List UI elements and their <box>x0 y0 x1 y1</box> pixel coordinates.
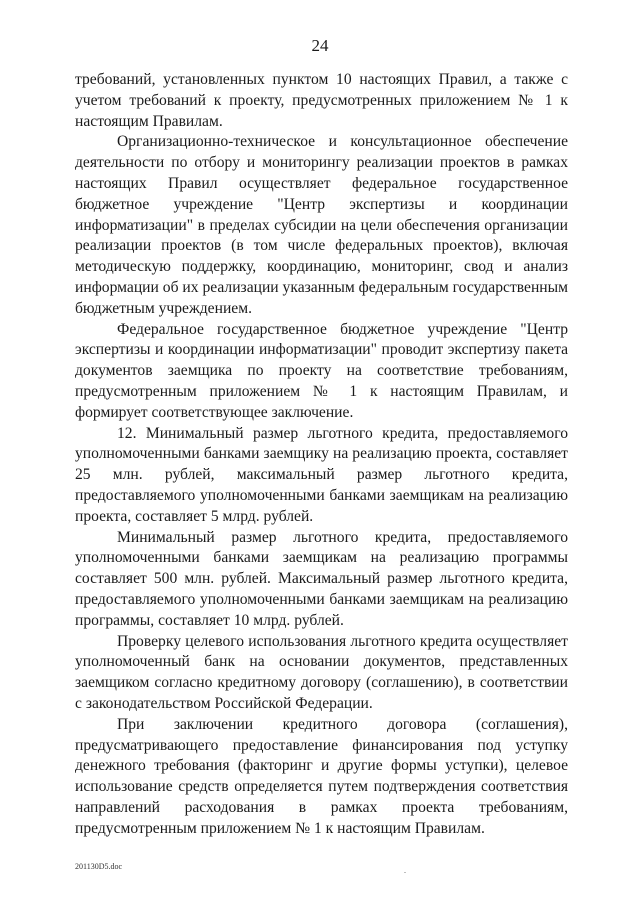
paragraph-program-limits: Минимальный размер льготного кредита, предоставляемого уполномоченными банками заемщикам на реализацию программы составляет 500 млн. рублей. Максимальный размер льготного кредита, предоставляемого уполномоченными банками заемщикам на реализацию программы, составляет 10 млрд. рублей. <box>75 528 568 629</box>
document-body <box>75 70 568 839</box>
paragraph-clause-12-project-limits: 12. Минимальный размер льготного кредита, предоставляемого уполномоченными банками заемщику на реализацию проекта, составляет 25 млн. рублей, максимальный размер льготного кредита, предоставляемого уполномоченными банками заемщикам на реализацию проекта, составляет 5 млрд. рублей. <box>75 424 568 525</box>
paragraph-organizational-support: Организационно-техническое и консультационное обеспечение деятельности по отбору и мониторингу реализации проектов в рамках настоящих Правил осуществляет федеральное государственное бюджетное учреждение "Центр экспертизы и координации информатизации" в пределах субсидии на цели обеспечения организации реализации проектов (в том числе федеральных проектов), включая методическую поддержку, координацию, мониторинг, свод и анализ информации об их реализации указанным федеральным государственным бюджетным учреждением. <box>75 133 568 317</box>
footer-mark: . <box>404 866 406 875</box>
footer-file-code: 201130D5.doc <box>75 862 123 871</box>
paragraph-expert-review: Федеральное государственное бюджетное учреждение "Центр экспертизы и координации информатизации" проводит экспертизу пакета документов заемщика по проекту на соответствие требованиям, предусмотренным приложением № 1 к настоящим Правилам, и формирует соответствующее заключение. <box>75 320 568 421</box>
page-number: 24 <box>311 36 329 55</box>
paragraph-target-use-check: Проверку целевого использования льготного кредита осуществляет уполномоченный банк на основании документов, представленных заемщиком согласно кредитному договору (соглашению), в соответствии с законодательством Российской Федерации. <box>75 632 568 712</box>
paragraph-factoring: При заключении кредитного договора (соглашения), предусматривающего предоставление финансирования под уступку денежного требования (факторинг и другие формы уступки), целевое использование средств определяется путем подтверждения соответствия направлений расходования в рамках проекта требованиям, предусмотренным приложением № 1 к настоящим Правилам. <box>75 715 568 837</box>
paragraph-continuation: требований, установленных пунктом 10 настоящих Правил, а также с учетом требований к проекту, предусмотренных приложением № 1 к настоящим Правилам. <box>75 71 568 130</box>
